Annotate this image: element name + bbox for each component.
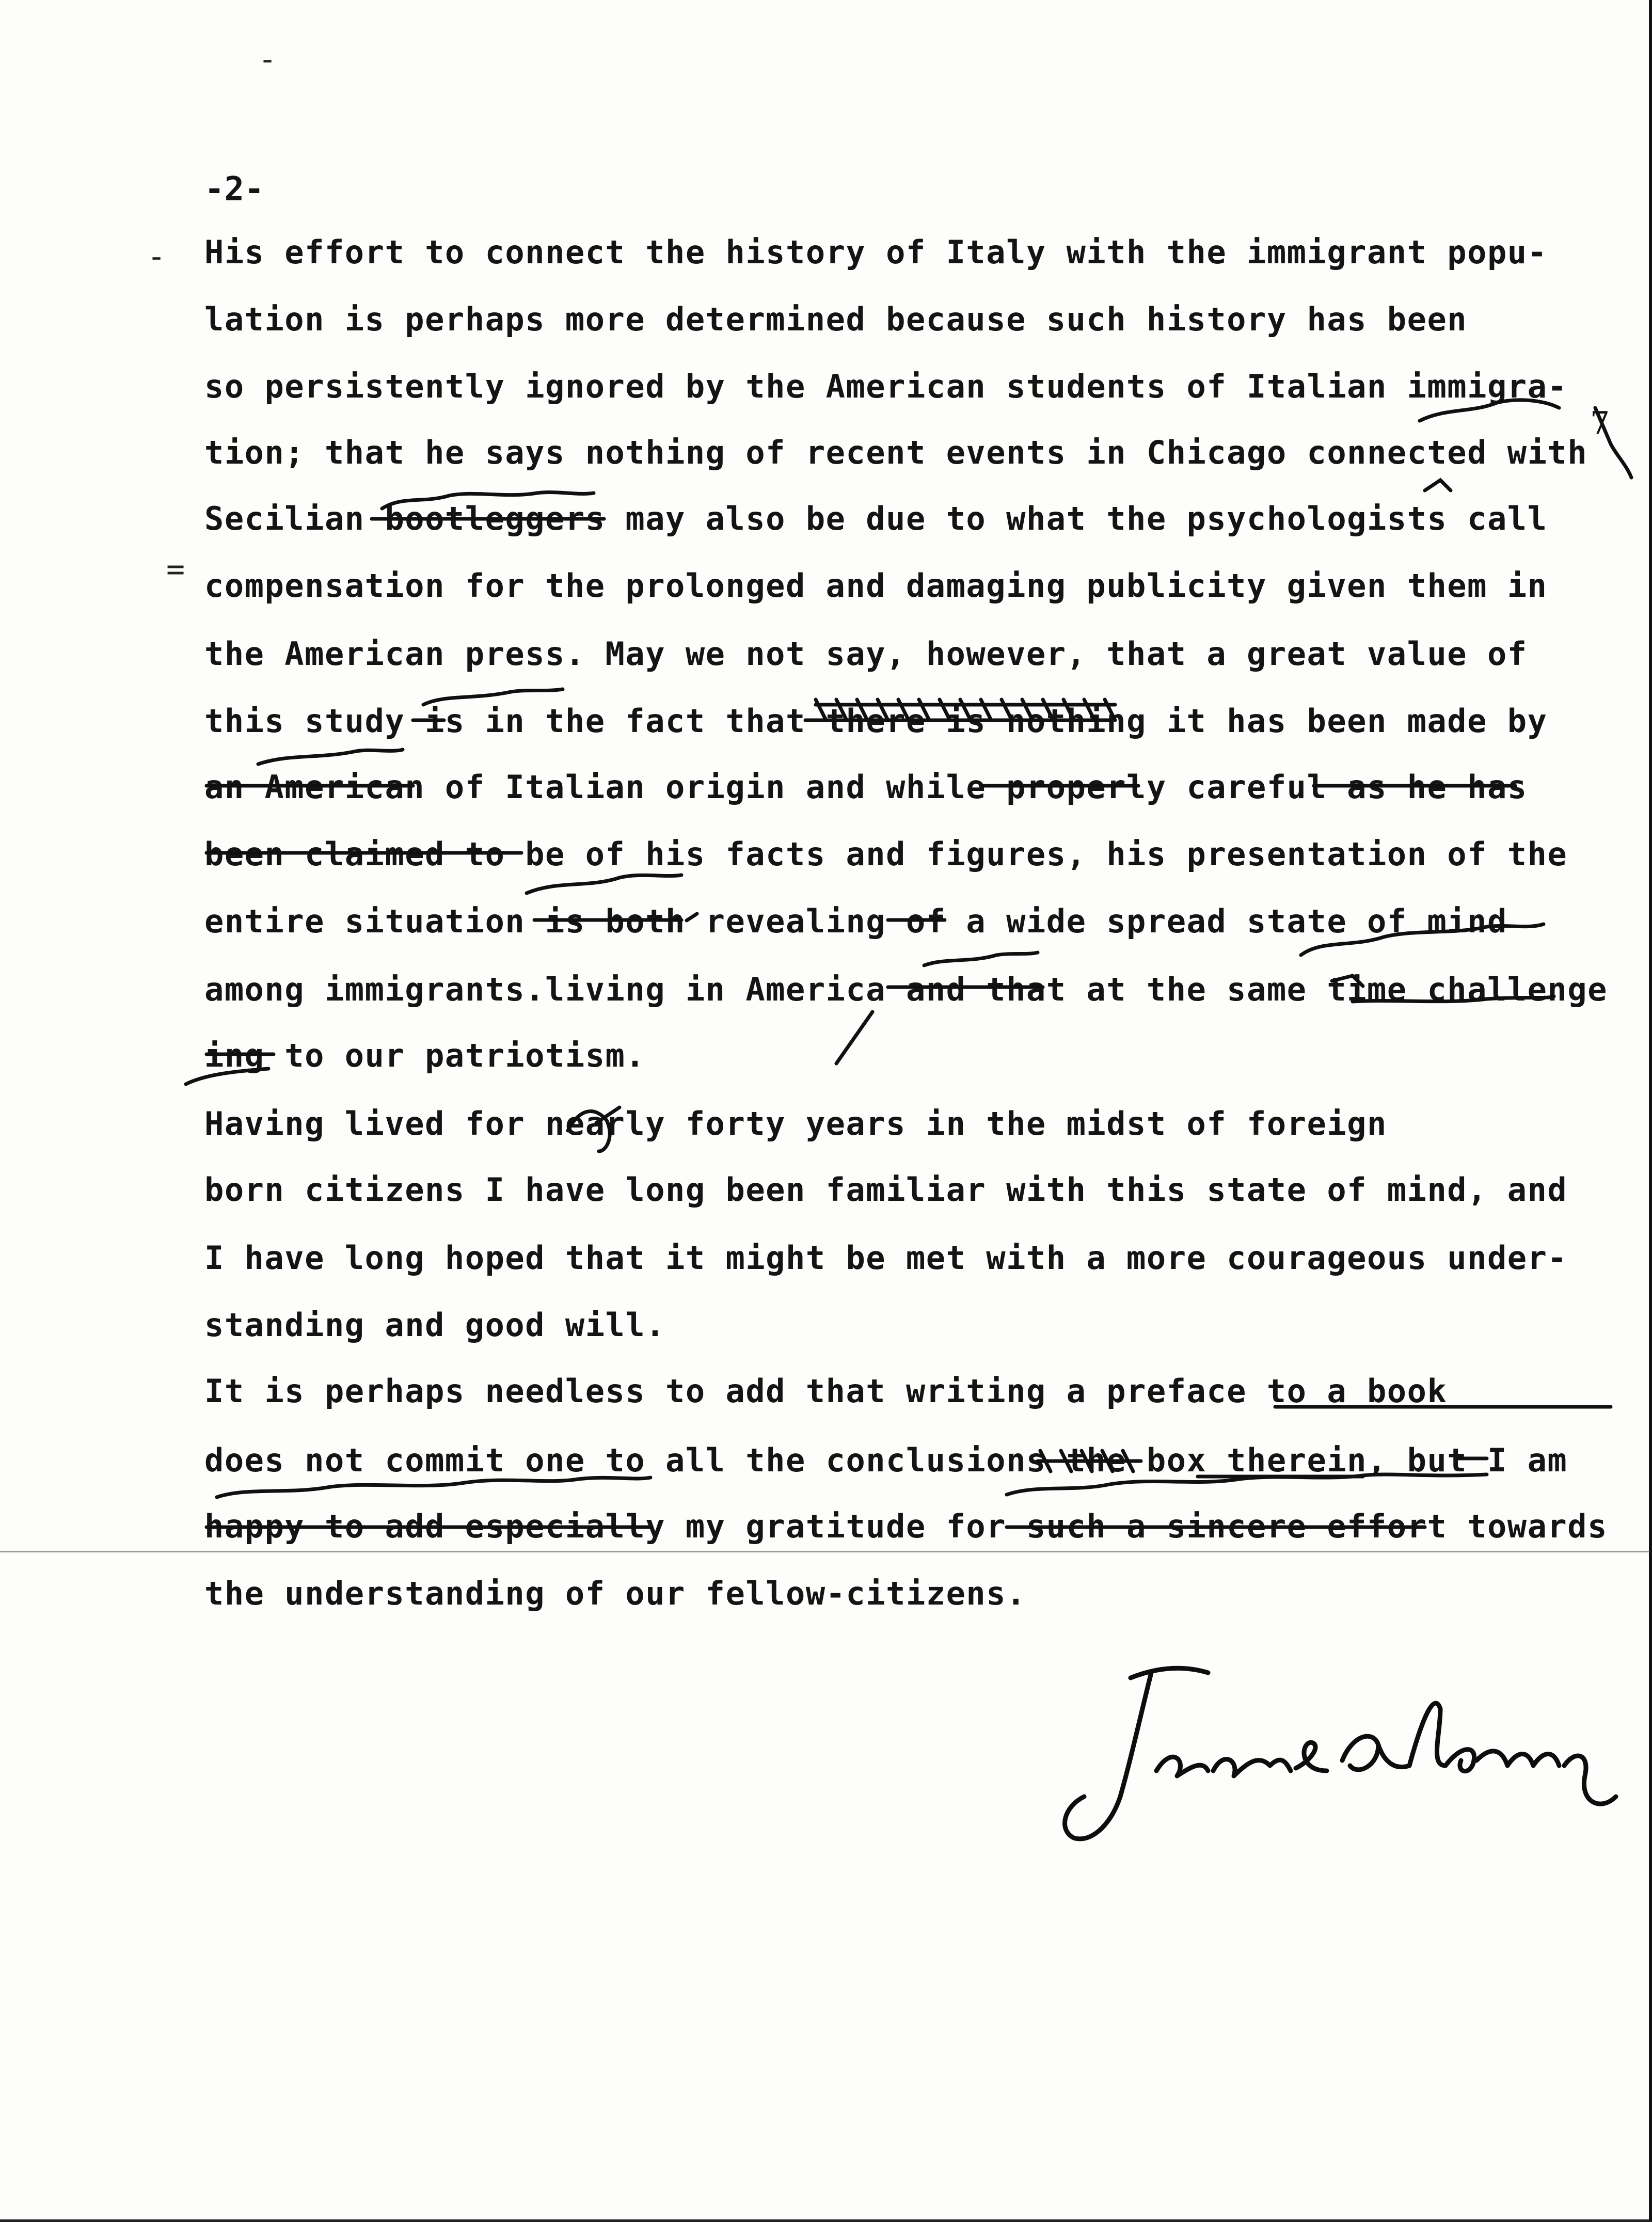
margin-caret-note: 7: [1590, 405, 1610, 441]
text-line-14: Having lived for nearly forty years in the midst of foreign: [204, 1105, 1387, 1142]
text-line-3: so persistently ignored by the American students of Italian immigra-: [204, 368, 1568, 405]
scan-seam-line: [0, 1551, 1649, 1552]
text-line-20: happy to add especially my gratitude for such a sincere effort towards: [204, 1507, 1608, 1545]
text-line-19: does not commit one to all the conclusions the box therein, but I am: [204, 1441, 1568, 1479]
text-line-18: It is perhaps needless to add that writing a preface to a book: [204, 1372, 1448, 1410]
text-line-17: standing and good will.: [204, 1306, 666, 1344]
signature-image: [1053, 1635, 1637, 1859]
top-tick-mark: -: [258, 41, 277, 77]
text-line-13: ing to our patriotism.: [204, 1037, 646, 1074]
text-line-8: this study is in the fact that there is nothing it has been made by: [204, 702, 1548, 740]
margin-equals-mark: =: [166, 551, 185, 588]
text-line-10: been claimed to be of his facts and figures, his presentation of the: [204, 835, 1568, 873]
text-line-6: compensation for the prolonged and damaging publicity given them in: [204, 567, 1548, 605]
margin-dash-mark: -: [147, 239, 166, 275]
text-line-12: among immigrants.living in America and that at the same time challenge: [204, 971, 1608, 1008]
text-line-5: Secilian bootleggers may also be due to what the psychologists call: [204, 500, 1548, 537]
text-line-15: born citizens I have long been familiar with this state of mind, and: [204, 1171, 1568, 1209]
text-line-21: the understanding of our fellow-citizens.: [204, 1575, 1026, 1612]
text-line-7: the American press. May we not say, however, that a great value of: [204, 635, 1528, 673]
text-line-11: entire situation is both revealing of a wide spread state of mind: [204, 902, 1507, 940]
text-line-1: His effort to connect the history of Italy with the immigrant popu-: [204, 233, 1548, 271]
signature-text: Jane Addams: [1053, 1635, 1097, 1644]
page-number: -2-: [204, 170, 264, 209]
text-line-2: lation is perhaps more determined because such history has been: [204, 300, 1468, 338]
text-line-16: I have long hoped that it might be met with a more courageous under-: [204, 1239, 1568, 1277]
text-line-4: tion; that he says nothing of recent events in Chicago connected with: [204, 434, 1588, 471]
text-line-9: an American of Italian origin and while properly careful as he has: [204, 768, 1528, 806]
